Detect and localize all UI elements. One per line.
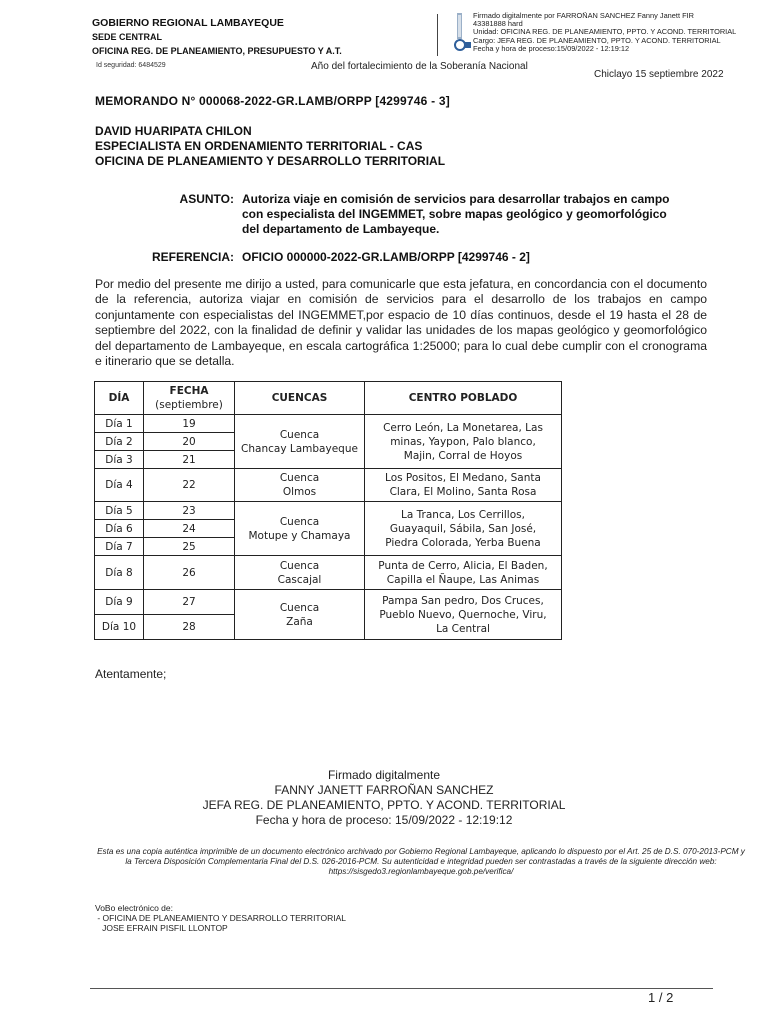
- centro-line-2: Clara, El Molino, Santa Rosa: [389, 486, 537, 498]
- centro-line-2: Capilla el Ñaupe, Las Animas: [386, 573, 540, 586]
- cell-cuenca: [235, 556, 365, 590]
- table-header-row: [95, 382, 562, 415]
- referencia-value: OFICIO 000000-2022-GR.LAMB/ORPP [4299746 - 2]: [242, 250, 530, 264]
- stamp-line-5: Fecha y hora de proceso:15/09/2022 - 12:19:12: [473, 44, 630, 53]
- cell-fecha: 28: [144, 615, 235, 640]
- page-number: 1 / 2: [648, 990, 674, 1005]
- cell-dia: Día 10: [95, 615, 144, 640]
- vobo-line-1: - OFICINA DE PLANEAMIENTO Y DESARROLLO TERRITORIAL: [95, 913, 346, 923]
- cell-fecha: 20: [144, 433, 235, 451]
- sede-name: SEDE CENTRAL: [92, 32, 163, 42]
- table-row: [95, 469, 562, 502]
- cell-dia: Día 9: [95, 590, 144, 615]
- table-row: [95, 502, 562, 520]
- vobo-line-2: JOSE EFRAIN PISFIL LLONTOP: [95, 923, 228, 933]
- cell-cuenca: [235, 502, 365, 556]
- cuenca-line-2: Motupe y Chamaya: [248, 529, 351, 542]
- referencia-label: REFERENCIA:: [151, 250, 234, 264]
- security-id: Id seguridad: 6484529: [96, 62, 166, 69]
- closing-text: Atentamente;: [95, 667, 167, 681]
- cuenca-line-1: Cuenca: [279, 601, 320, 614]
- cuenca-line-1: Cuenca: [279, 472, 320, 484]
- cell-dia: Día 6: [95, 520, 144, 538]
- table-row: [95, 556, 562, 590]
- centro-line-1: Los Positos, El Medano, Santa: [385, 472, 541, 484]
- vobo-title: VoBo electrónico de:: [95, 903, 173, 913]
- cell-dia: Día 3: [95, 451, 144, 469]
- authenticity-note: Esta es una copia auténtica imprimible de un documento electrónico archivado por Gobierno Regional Lambayeque, aplicando lo dispuesto por el Art. 25 de D.S. 070-2013-PCM y la Tercera Disposición Complementaria Final del D.S. 026-2016-PCM. Su autenticidad e integridad pueden ser contrastadas a través de la siguiente dirección web: https://sisgedo3.regionlambayeque.gob.pe/verifica/: [97, 847, 745, 876]
- cell-fecha: 27: [144, 590, 235, 615]
- centro-line-2: Pueblo Nuevo, Quernoche, Viru,: [379, 608, 547, 621]
- recipient-office: OFICINA DE PLANEAMIENTO Y DESARROLLO TERRITORIAL: [95, 154, 446, 168]
- cell-centro-poblado: [365, 590, 562, 640]
- table-row: [95, 590, 562, 615]
- centro-line-1: Cerro León, La Monetarea, Las: [383, 421, 543, 434]
- cell-fecha: 25: [144, 538, 235, 556]
- office-name: OFICINA REG. DE PLANEAMIENTO, PRESUPUESTO Y A.T.: [92, 46, 342, 56]
- cell-fecha: 26: [144, 556, 235, 590]
- cell-centro-poblado: [365, 502, 562, 556]
- recipient-role: ESPECIALISTA EN ORDENAMIENTO TERRITORIAL - CAS: [95, 139, 423, 153]
- centro-line-3: La Central: [436, 622, 490, 635]
- cell-cuenca: [235, 590, 365, 640]
- asunto-label: ASUNTO:: [179, 192, 234, 206]
- cell-dia: Día 7: [95, 538, 144, 556]
- cuenca-line-1: Cuenca: [279, 515, 320, 528]
- table-row: [95, 415, 562, 433]
- cuenca-line-2: Chancay Lambayeque: [241, 442, 358, 455]
- cell-dia: Día 4: [95, 469, 144, 502]
- cuenca-line-2: Cascajal: [277, 573, 322, 586]
- cuenca-line-1: Cuenca: [279, 428, 320, 441]
- header-fecha-line-1: FECHA: [169, 385, 209, 397]
- year-motto: Año del fortalecimiento de la Soberanía Nacional: [311, 61, 528, 72]
- cell-centro-poblado: [365, 556, 562, 590]
- header-fecha-line-2: (septiembre): [155, 399, 223, 411]
- cell-dia: Día 2: [95, 433, 144, 451]
- asunto-value: [242, 192, 712, 237]
- stamp-line-1: Firmado digitalmente por FARROÑAN SANCHEZ Fanny Janett FIR: [473, 12, 694, 20]
- cell-dia: Día 5: [95, 502, 144, 520]
- memo-body: Por medio del presente me dirijo a usted, para comunicarle que esta jefatura, en concordancia con el documento de la referencia, autoriza viajar en comisión de servicios para el desarrollo de los trabajos en campo conjuntamente con especialistas del INGEMMET,por espacio de 10 días continuos, desde el 19 hasta el 28 de septiembre del 2022, con la finalidad de definir y validar las unidades de los mapas geológico y geomorfológico del departamento de Lambayeque, en escala cartográfica 1:25000; para lo cual debe cumplir con el cronograma e itinerario que se detalla.: [95, 277, 707, 369]
- place-date: Chiclayo 15 septiembre 2022: [594, 69, 724, 80]
- cell-dia: Día 8: [95, 556, 144, 590]
- org-name: GOBIERNO REGIONAL LAMBAYEQUE: [92, 17, 284, 29]
- header-dia: DÍA: [95, 382, 144, 415]
- asunto-line-3: del departamento de Lambayeque.: [242, 222, 440, 236]
- cell-fecha: 24: [144, 520, 235, 538]
- memo-title: MEMORANDO N° 000068-2022-GR.LAMB/ORPP [4299746 - 3]: [95, 94, 450, 108]
- stamp-line-4: Cargo: JEFA REG. DE PLANEAMIENTO, PPTO. Y ACOND. TERRITORIAL: [473, 36, 721, 45]
- cell-fecha: 23: [144, 502, 235, 520]
- recipient-name: DAVID HUARIPATA CHILON: [95, 124, 252, 138]
- signer-line-1: Firmado digitalmente: [327, 768, 441, 782]
- cuenca-line-2: Zaña: [286, 615, 313, 628]
- centro-line-3: Piedra Colorada, Yerba Buena: [385, 536, 541, 549]
- asunto-line-2: con especialista del INGEMMET, sobre mapas geológico y geomorfológico: [242, 207, 667, 221]
- vobo-block: [95, 903, 346, 933]
- cell-fecha: 21: [144, 451, 235, 469]
- cuenca-line-1: Cuenca: [279, 559, 320, 572]
- cell-cuenca: [235, 415, 365, 469]
- recipient-block: [95, 124, 445, 169]
- asunto-line-1: Autoriza viaje en comisión de servicios para desarrollar trabajos en campo: [242, 192, 670, 206]
- centro-line-1: Punta de Cerro, Alicia, El Baden,: [378, 559, 548, 572]
- cell-fecha: 19: [144, 415, 235, 433]
- signer-block: [0, 768, 768, 828]
- centro-line-2: Guayaquil, Sábila, San José,: [389, 522, 537, 535]
- cell-centro-poblado: [365, 469, 562, 502]
- signer-name: FANNY JANETT FARROÑAN SANCHEZ: [274, 783, 494, 797]
- footer-divider: [90, 988, 713, 989]
- cell-fecha: 22: [144, 469, 235, 502]
- centro-line-3: Majin, Corral de Hoyos: [403, 449, 523, 462]
- header-cuencas: CUENCAS: [235, 382, 365, 415]
- header-fecha: [144, 382, 235, 415]
- digital-signature-logo-icon: [452, 12, 472, 54]
- stamp-line-2: 43381888 hard: [473, 20, 523, 29]
- cell-cuenca: [235, 469, 365, 502]
- cell-centro-poblado: [365, 415, 562, 469]
- signature-stamp-text: [473, 12, 743, 53]
- centro-line-2: minas, Yaypon, Palo blanco,: [390, 435, 536, 448]
- schedule-table: [94, 381, 562, 640]
- signer-role: JEFA REG. DE PLANEAMIENTO, PPTO. Y ACOND. TERRITORIAL: [202, 798, 566, 812]
- signer-datetime: Fecha y hora de proceso: 15/09/2022 - 12:19:12: [255, 813, 513, 827]
- centro-line-1: La Tranca, Los Cerrillos,: [401, 508, 525, 521]
- cuenca-line-2: Olmos: [282, 486, 317, 498]
- header-centro-poblado: CENTRO POBLADO: [365, 382, 562, 415]
- cell-dia: Día 1: [95, 415, 144, 433]
- stamp-line-3: Unidad: OFICINA REG. DE PLANEAMIENTO, PPTO. Y ACOND. TERRITORIAL: [473, 28, 737, 37]
- centro-line-1: Pampa San pedro, Dos Cruces,: [382, 594, 544, 607]
